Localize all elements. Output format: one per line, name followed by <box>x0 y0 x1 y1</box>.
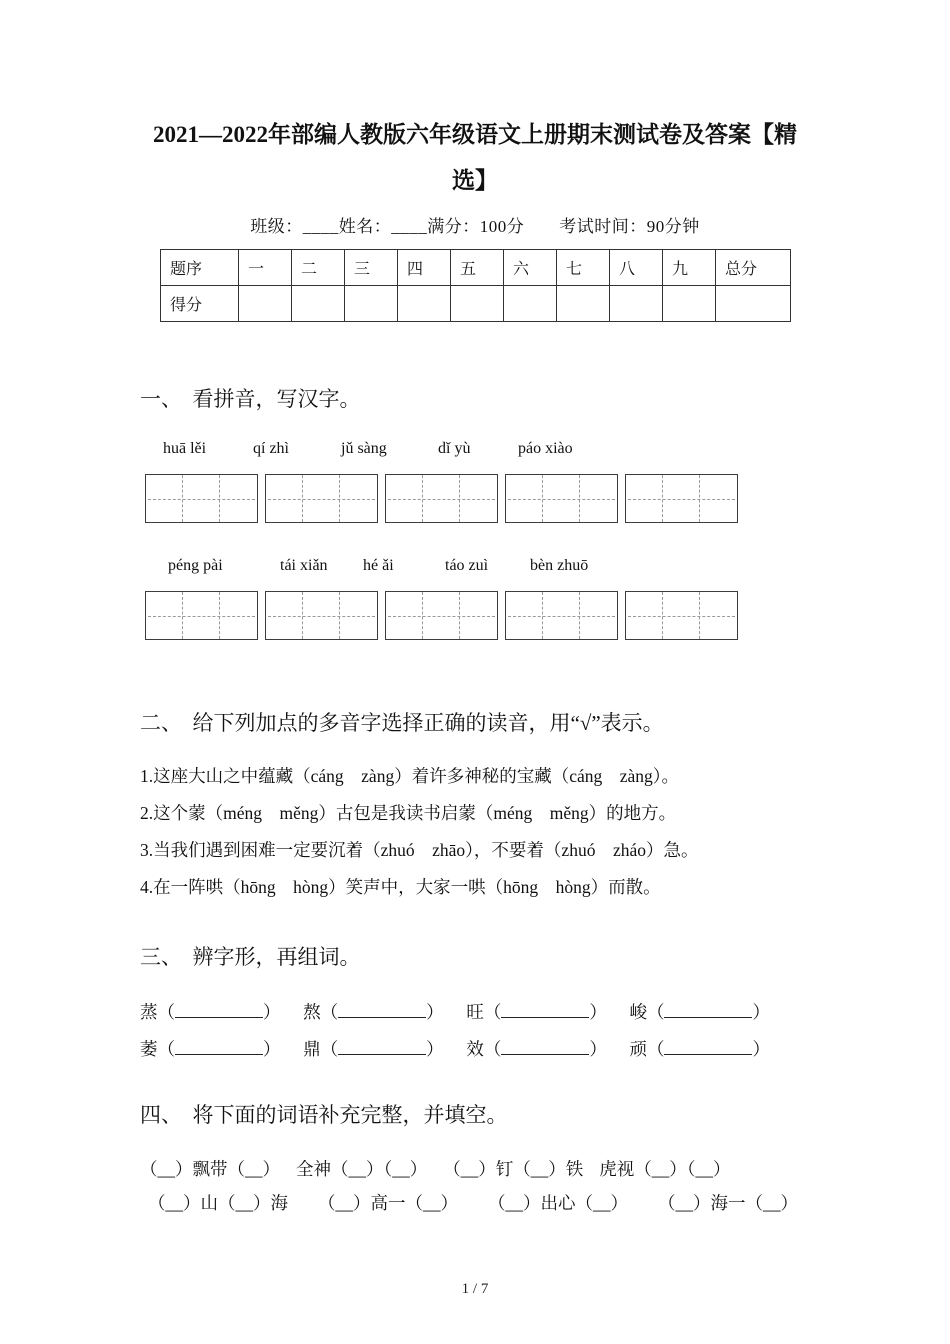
close-paren: ） <box>263 1002 281 1022</box>
idiom-fill-lines <box>140 1152 950 1220</box>
pinyin-label: huā lěi <box>163 440 207 457</box>
target-character: 峻 <box>629 1002 647 1022</box>
word-formation-item <box>629 994 770 1031</box>
word-formation-item <box>466 994 607 1031</box>
close-paren: ） <box>752 1002 770 1022</box>
question-text: 2.这个 <box>140 803 189 823</box>
section-2-heading: 二、 给下列加点的多音字选择正确的读音，用“√”表示。 <box>140 711 664 735</box>
section-3-heading: 三、 辨字形，再组词。 <box>140 945 361 969</box>
writing-grid-group <box>385 474 498 523</box>
answer-blank <box>175 1040 263 1055</box>
score-table-header-cell: 四 <box>398 250 451 286</box>
idiom-fill-item: （__）钉（__）铁 <box>443 1159 584 1179</box>
question-text: （cáng zàng）着许多神秘的宝 <box>293 766 535 786</box>
score-table-header-cell: 二 <box>292 250 345 286</box>
writing-grid-cell <box>580 475 617 522</box>
answer-blank <box>664 1003 752 1018</box>
section-4-heading: 四、 将下面的词语补充完整，并填空。 <box>140 1103 508 1127</box>
score-table-header-cell: 三 <box>345 250 398 286</box>
open-paren: （ <box>157 1002 175 1022</box>
close-paren: ） <box>426 1039 444 1059</box>
pinyin-labels-row-1 <box>145 440 950 464</box>
pinyin-label: tái xiǎn <box>280 557 328 574</box>
pinyin-labels-row-2 <box>145 557 950 581</box>
question-text: 1.这座大山之中蕴 <box>140 766 276 786</box>
writing-grid-group <box>265 591 378 640</box>
writing-grid-group <box>505 474 618 523</box>
writing-grid-group <box>625 474 738 523</box>
answer-blank <box>338 1003 426 1018</box>
writing-grid-cell <box>423 592 460 639</box>
student-info-line: 班级：____姓名：____满分：100分 考试时间：90分钟 <box>250 217 700 236</box>
score-empty-cell <box>345 286 398 322</box>
writing-grid-group <box>385 591 498 640</box>
writing-grid-cell <box>183 592 220 639</box>
idiom-fill-item: （__）山（__）海 <box>148 1193 288 1213</box>
answer-blank <box>501 1003 589 1018</box>
section-1-pinyin <box>0 384 950 640</box>
score-table-score-row <box>161 286 791 322</box>
writing-grid-group <box>625 591 738 640</box>
dotted-char: 藏 • <box>276 766 294 786</box>
dotted-char: 蒙 • <box>188 803 206 823</box>
question-text: （méng měng）的地方。 <box>475 803 677 823</box>
writing-grid-cell <box>460 592 497 639</box>
pinyin-label: dǐ yù <box>438 440 471 457</box>
answer-blank <box>501 1040 589 1055</box>
score-table-header-cell: 五 <box>451 250 504 286</box>
question-text: 4.在一阵 <box>140 877 206 897</box>
writing-grid-cell <box>700 592 737 639</box>
score-table-header-cell: 六 <box>504 250 557 286</box>
idiom-fill-item: （__）出心（__） <box>488 1193 628 1213</box>
answer-blank <box>338 1040 426 1055</box>
polyphone-question-line <box>140 869 820 906</box>
answer-blank <box>175 1003 263 1018</box>
score-empty-cell <box>239 286 292 322</box>
dotted-char: 哄 • <box>206 877 224 897</box>
word-formation-item <box>303 1031 444 1068</box>
section-4-idiom-completion <box>0 1100 950 1220</box>
open-paren: （ <box>646 1039 665 1059</box>
open-paren: （ <box>483 1039 502 1059</box>
score-table-header-cell: 七 <box>557 250 610 286</box>
question-text: （zhuó zháo）急。 <box>543 840 699 860</box>
score-empty-cell <box>663 286 716 322</box>
idiom-fill-item: （__）海一（__） <box>658 1193 798 1213</box>
target-character: 萎 <box>140 1039 158 1059</box>
open-paren: （ <box>157 1039 175 1059</box>
section-3-word-formation <box>0 942 950 1068</box>
polyphone-question-line <box>140 795 820 832</box>
page-title-line2: 选】 <box>452 168 498 193</box>
idiom-fill-item: 全神（__）（__） <box>296 1159 428 1179</box>
page-number: 1 / 7 <box>461 1281 489 1297</box>
writing-grid-cell <box>506 475 543 522</box>
score-empty-cell <box>610 286 663 322</box>
close-paren: ） <box>752 1039 770 1059</box>
writing-grid-cell <box>303 592 340 639</box>
score-empty-cell <box>716 286 791 322</box>
target-character: 鼎 <box>303 1039 321 1059</box>
idiom-fill-line <box>148 1186 950 1220</box>
score-empty-cell <box>451 286 504 322</box>
writing-grid-cell <box>543 592 580 639</box>
question-text: 3.当我们遇到困难一定要沉 <box>140 840 346 860</box>
idiom-fill-item: （__）飘带（__） <box>140 1159 280 1179</box>
close-paren: ） <box>263 1039 281 1059</box>
dotted-char: 蒙 • <box>458 803 476 823</box>
pinyin-label: qí zhì <box>253 440 289 457</box>
polyphone-question-list <box>140 758 820 906</box>
target-character: 效 <box>466 1039 484 1059</box>
writing-grid-cell <box>460 475 497 522</box>
question-text: （cáng zàng）。 <box>551 766 680 786</box>
word-formation-item <box>629 1031 770 1068</box>
score-empty-cell <box>398 286 451 322</box>
dotted-char: 着 • <box>526 840 544 860</box>
page-title-line1: 2021—2022年部编人教版六年级语文上册期末测试卷及答案【精 <box>153 122 797 147</box>
question-text: （hōng hòng）而散。 <box>485 877 661 897</box>
writing-grid-group <box>145 591 258 640</box>
target-character: 蒸 <box>140 1002 158 1022</box>
pinyin-label: páo xiào <box>518 440 573 457</box>
writing-grid-cell <box>183 475 220 522</box>
word-formation-item <box>140 1031 281 1068</box>
writing-grid-group <box>265 474 378 523</box>
score-table-header-row <box>161 250 791 286</box>
writing-grid-cell <box>663 475 700 522</box>
section-2-polyphones <box>0 708 950 906</box>
writing-grid-cell <box>220 592 257 639</box>
open-paren: （ <box>646 1002 665 1022</box>
score-row-label: 得分 <box>161 286 239 322</box>
polyphone-question-line <box>140 832 820 869</box>
idiom-fill-item: （__）高一（__） <box>318 1193 458 1213</box>
score-empty-cell <box>292 286 345 322</box>
dotted-char: 藏 • <box>534 766 552 786</box>
score-table-header-cell: 八 <box>610 250 663 286</box>
word-formation-rows <box>140 994 770 1068</box>
question-text: （hōng hòng）笑声中，大家一 <box>223 877 469 897</box>
word-formation-item <box>303 994 444 1031</box>
word-formation-item <box>140 994 281 1031</box>
score-table-header-label: 题序 <box>161 250 239 286</box>
open-paren: （ <box>483 1002 502 1022</box>
writing-grid-cell <box>626 592 663 639</box>
writing-grid-cell <box>386 475 423 522</box>
writing-grid-cell <box>506 592 543 639</box>
pinyin-label: hé ǎi <box>363 557 394 574</box>
open-paren: （ <box>320 1002 339 1022</box>
writing-grid-group <box>145 474 258 523</box>
pinyin-label: táo zuì <box>445 557 489 574</box>
page-title <box>0 0 950 204</box>
writing-grid-row-1 <box>145 474 950 523</box>
idiom-fill-item: 虎视（__）（__） <box>599 1159 731 1179</box>
pinyin-label: jǔ sàng <box>341 440 387 457</box>
word-formation-row <box>140 994 770 1031</box>
open-paren: （ <box>320 1039 339 1059</box>
idiom-fill-line <box>140 1152 950 1186</box>
dotted-char: 着 • <box>346 840 364 860</box>
score-table-header-cell: 九 <box>663 250 716 286</box>
writing-grid-cell <box>303 475 340 522</box>
score-table-header-cell: 一 <box>239 250 292 286</box>
word-formation-row <box>140 1031 770 1068</box>
pinyin-label: bèn zhuō <box>530 557 589 574</box>
writing-grid-cell <box>626 475 663 522</box>
close-paren: ） <box>589 1002 607 1022</box>
writing-grid-cell <box>266 475 303 522</box>
writing-grid-cell <box>700 475 737 522</box>
score-table <box>160 249 791 322</box>
writing-grid-cell <box>146 475 183 522</box>
writing-grid-cell <box>340 475 377 522</box>
word-formation-item <box>466 1031 607 1068</box>
writing-grid-cell <box>266 592 303 639</box>
target-character: 熬 <box>303 1002 321 1022</box>
writing-grid-group <box>505 591 618 640</box>
writing-grid-cell <box>580 592 617 639</box>
writing-grid-row-2 <box>145 591 950 640</box>
writing-grid-cell <box>663 592 700 639</box>
close-paren: ） <box>589 1039 607 1059</box>
dotted-char: 哄 • <box>468 877 486 897</box>
close-paren: ） <box>426 1002 444 1022</box>
writing-grid-cell <box>386 592 423 639</box>
question-text: （méng měng）古包是我读书启 <box>205 803 459 823</box>
score-empty-cell <box>504 286 557 322</box>
writing-grid-cell <box>340 592 377 639</box>
writing-grid-cell <box>220 475 257 522</box>
writing-grid-cell <box>543 475 580 522</box>
score-table-header-cell: 总分 <box>716 250 791 286</box>
section-1-heading: 一、 看拼音，写汉字。 <box>140 387 361 411</box>
score-empty-cell <box>557 286 610 322</box>
target-character: 旺 <box>466 1002 484 1022</box>
writing-grid-cell <box>423 475 460 522</box>
target-character: 顽 <box>629 1039 647 1059</box>
pinyin-label: péng pài <box>168 557 223 574</box>
question-text: （zhuó zhāo），不要 <box>363 840 527 860</box>
writing-grid-cell <box>146 592 183 639</box>
answer-blank <box>664 1040 752 1055</box>
polyphone-question-line <box>140 758 820 795</box>
